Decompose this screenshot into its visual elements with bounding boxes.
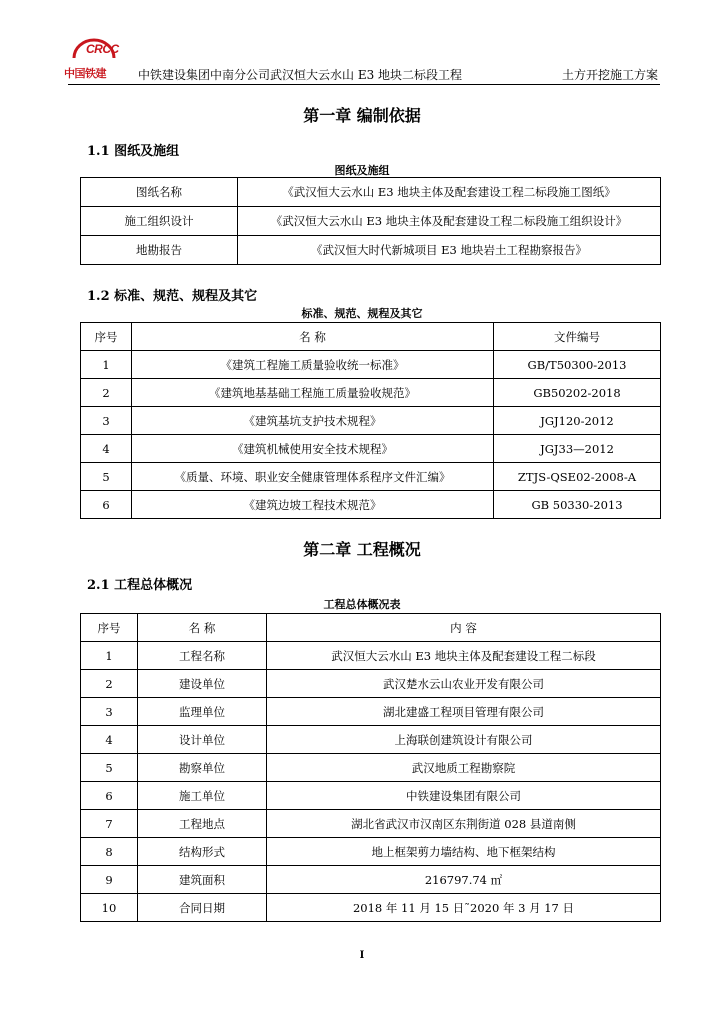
table-header-row <box>81 323 661 351</box>
row-code-cell: ZTJS-QSE02-2008-A <box>494 463 661 491</box>
table-row <box>81 782 661 810</box>
column-header: 名 称 <box>138 614 267 642</box>
logo-text: 中国铁建 <box>64 67 106 80</box>
chapter-1-title: 第一章 编制依据 <box>303 106 421 125</box>
row-no-cell: 4 <box>81 726 138 754</box>
table-header-row <box>81 614 661 642</box>
row-content-cell: 中铁建设集团有限公司 <box>267 782 661 810</box>
table-2-caption: 标准、规范、规程及其它 <box>301 307 423 320</box>
row-no-cell: 9 <box>81 866 138 894</box>
project-overview-table <box>80 613 661 922</box>
standards-table <box>80 322 661 519</box>
column-header: 文件编号 <box>494 323 661 351</box>
row-no-cell: 1 <box>81 642 138 670</box>
section-1-2-heading: 1.2 标准、规范、规程及其它 <box>87 289 258 304</box>
row-code-cell: GB/T50300-2013 <box>494 351 661 379</box>
table-1-caption: 图纸及施组 <box>334 164 390 177</box>
row-code-cell: JGJ33—2012 <box>494 435 661 463</box>
row-name-cell: 《建筑边坡工程技术规范》 <box>132 491 494 519</box>
row-name-cell: 工程地点 <box>138 810 267 838</box>
section-1-1-heading: 1.1 图纸及施组 <box>87 144 180 159</box>
table-row <box>81 435 661 463</box>
row-no-cell: 8 <box>81 838 138 866</box>
column-header: 内 容 <box>267 614 661 642</box>
chapter-2-title: 第二章 工程概况 <box>303 540 421 559</box>
table-row <box>81 236 661 265</box>
table-row <box>81 754 661 782</box>
row-no-cell: 6 <box>81 782 138 810</box>
row-content-cell: 《武汉恒大云水山 E3 地块主体及配套建设工程二标段施工组织设计》 <box>238 207 661 236</box>
row-name-cell: 《建筑地基基础工程施工质量验收规范》 <box>132 379 494 407</box>
page-number: I <box>359 950 365 961</box>
row-code-cell: JGJ120-2012 <box>494 407 661 435</box>
header-project-title: 中铁建设集团中南分公司武汉恒大云水山 E3 地块二标段工程 <box>138 68 463 82</box>
row-name-cell: 《建筑工程施工质量验收统一标准》 <box>132 351 494 379</box>
row-name-cell: 施工单位 <box>138 782 267 810</box>
table-row <box>81 463 661 491</box>
row-content-cell: 2018 年 11 月 15 日˜2020 年 3 月 17 日 <box>267 894 661 922</box>
table-row <box>81 178 661 207</box>
row-no-cell: 2 <box>81 670 138 698</box>
row-name-cell: 建筑面积 <box>138 866 267 894</box>
table-row <box>81 894 661 922</box>
column-header: 名 称 <box>132 323 494 351</box>
header-divider <box>68 84 660 85</box>
row-name-cell: 施工组织设计 <box>81 207 238 236</box>
row-name-cell: 地勘报告 <box>81 236 238 265</box>
row-no-cell: 3 <box>81 698 138 726</box>
row-no-cell: 1 <box>81 351 132 379</box>
logo-mark: CRCC <box>86 42 119 56</box>
company-logo <box>64 36 132 80</box>
row-no-cell: 3 <box>81 407 132 435</box>
drawings-table <box>80 177 661 265</box>
section-2-1-heading: 2.1 工程总体概况 <box>87 578 193 593</box>
row-no-cell: 4 <box>81 435 132 463</box>
row-no-cell: 10 <box>81 894 138 922</box>
row-no-cell: 7 <box>81 810 138 838</box>
row-content-cell: 《武汉恒大时代新城项目 E3 地块岩土工程勘察报告》 <box>238 236 661 265</box>
table-row <box>81 866 661 894</box>
row-name-cell: 《质量、环境、职业安全健康管理体系程序文件汇编》 <box>132 463 494 491</box>
row-name-cell: 结构形式 <box>138 838 267 866</box>
table-3-caption: 工程总体概况表 <box>323 598 401 611</box>
row-content-cell: 湖北省武汉市汉南区东荆街道 028 县道南侧 <box>267 810 661 838</box>
row-content-cell: 上海联创建筑设计有限公司 <box>267 726 661 754</box>
row-name-cell: 监理单位 <box>138 698 267 726</box>
row-name-cell: 勘察单位 <box>138 754 267 782</box>
table-row <box>81 810 661 838</box>
row-content-cell: 武汉恒大云水山 E3 地块主体及配套建设工程二标段 <box>267 642 661 670</box>
table-row <box>81 698 661 726</box>
row-content-cell: 湖北建盛工程项目管理有限公司 <box>267 698 661 726</box>
header-doc-type: 土方开挖施工方案 <box>561 68 658 82</box>
row-content-cell: 地上框架剪力墙结构、地下框架结构 <box>267 838 661 866</box>
table-row <box>81 351 661 379</box>
table-row <box>81 379 661 407</box>
row-no-cell: 6 <box>81 491 132 519</box>
table-row <box>81 491 661 519</box>
table-row <box>81 838 661 866</box>
row-code-cell: GB 50330-2013 <box>494 491 661 519</box>
row-name-cell: 图纸名称 <box>81 178 238 207</box>
row-content-cell: 《武汉恒大云水山 E3 地块主体及配套建设工程二标段施工图纸》 <box>238 178 661 207</box>
row-content-cell: 武汉地质工程勘察院 <box>267 754 661 782</box>
table-row <box>81 670 661 698</box>
table-row <box>81 407 661 435</box>
column-header: 序号 <box>81 614 138 642</box>
row-name-cell: 建设单位 <box>138 670 267 698</box>
column-header: 序号 <box>81 323 132 351</box>
table-row <box>81 642 661 670</box>
row-name-cell: 合同日期 <box>138 894 267 922</box>
row-code-cell: GB50202-2018 <box>494 379 661 407</box>
row-content-cell: 216797.74 ㎡ <box>267 866 661 894</box>
table-row <box>81 726 661 754</box>
table-row <box>81 207 661 236</box>
row-content-cell: 武汉楚水云山农业开发有限公司 <box>267 670 661 698</box>
row-name-cell: 设计单位 <box>138 726 267 754</box>
row-name-cell: 工程名称 <box>138 642 267 670</box>
row-no-cell: 5 <box>81 754 138 782</box>
row-name-cell: 《建筑基坑支护技术规程》 <box>132 407 494 435</box>
row-name-cell: 《建筑机械使用安全技术规程》 <box>132 435 494 463</box>
row-no-cell: 2 <box>81 379 132 407</box>
row-no-cell: 5 <box>81 463 132 491</box>
